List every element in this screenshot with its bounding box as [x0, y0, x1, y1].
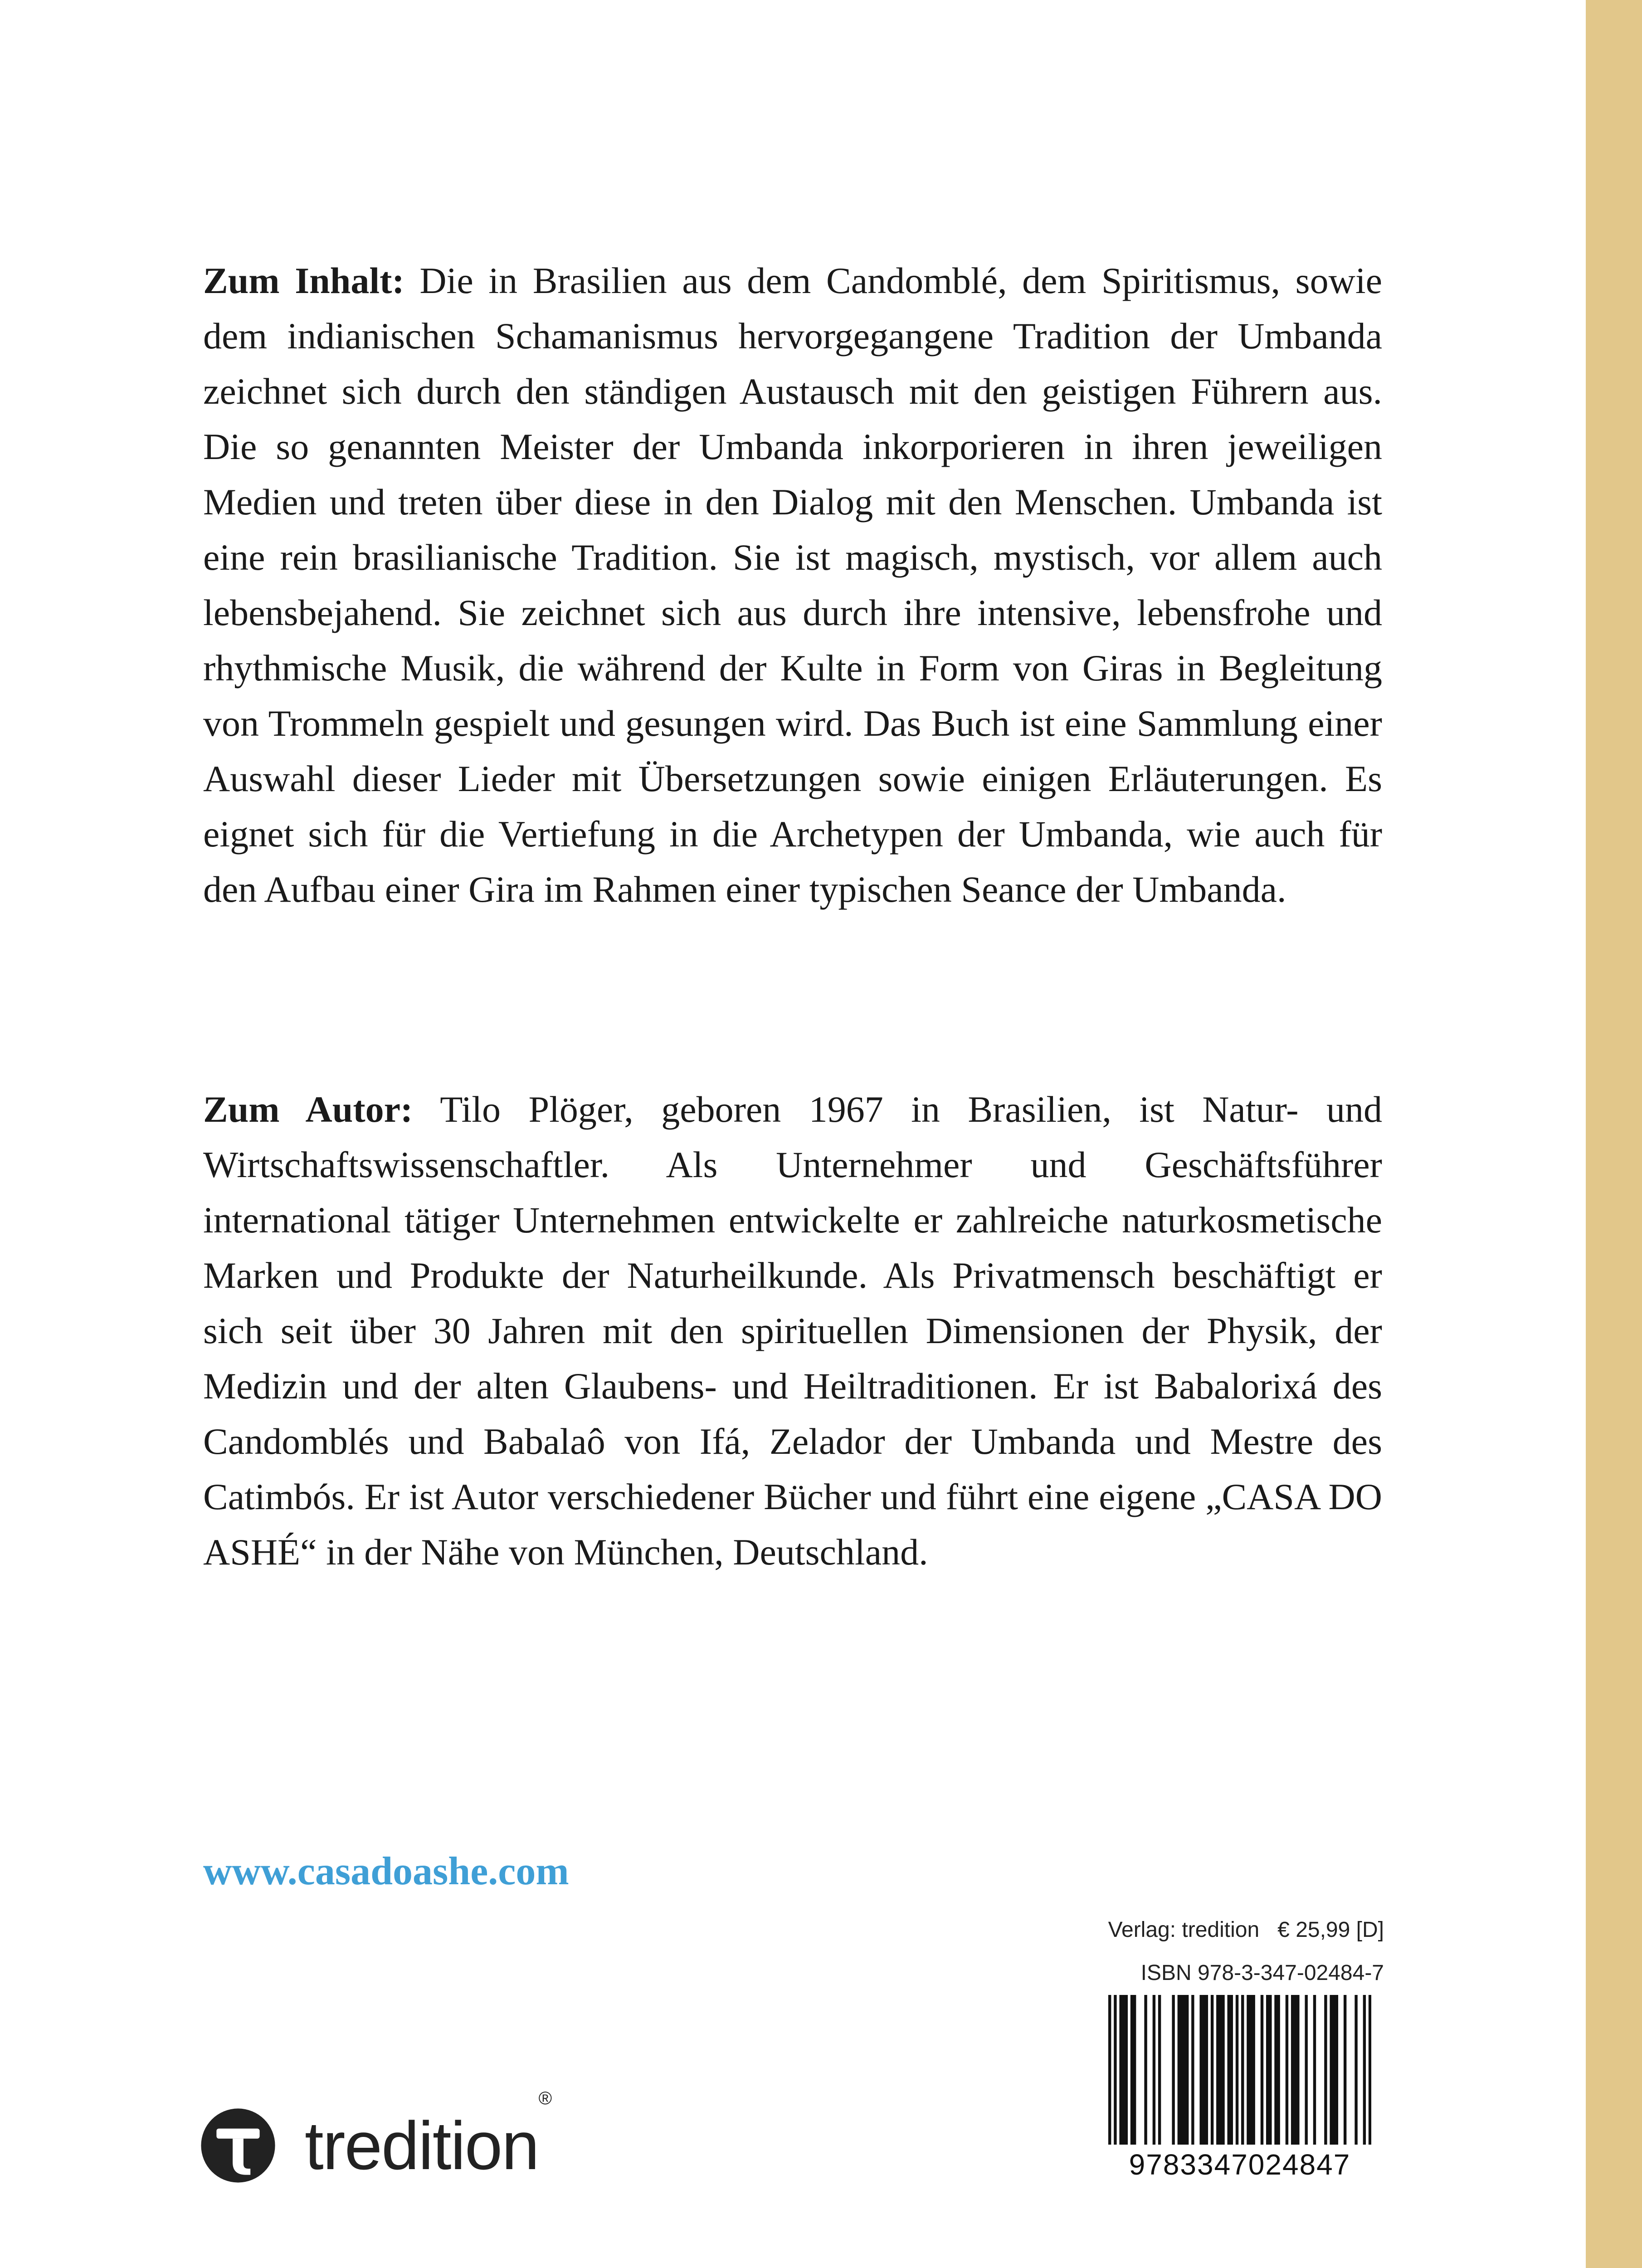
barcode-bar — [1230, 1995, 1233, 2145]
barcode-bar — [1122, 1995, 1125, 2145]
barcode-bar — [1130, 1995, 1133, 2145]
tredition-t-icon — [200, 2107, 277, 2184]
barcode-bar — [1294, 1995, 1296, 2145]
content-text: Die in Brasilien aus dem Candomblé, dem Spiritismus, sowie dem indianischen Schamanismus hervorgegangene Tradition der Umbanda zeichnet sich durch den ständigen Austausch mit den geistigen Führern aus. Die so genannten Meister der Umbanda inkorporieren in ihren jeweiligen Medien und treten über diese in den Dialog mit den Menschen. Umbanda ist eine rein brasilianische Tradition. Sie ist magisch, mystisch, vor allem auch lebensbejahend. Sie zeichnet sich aus durch ihre intensive, lebensfrohe und rhythmische Musik, die während der Kulte in Form von Giras in Begleitung von Trommeln gespielt und gesungen wird. Das Buch ist eine Sammlung einer Auswahl dieser Lieder mit Übersetzungen sowie einigen Erläuterungen. Es eignet sich für die Vertiefung in die Archetypen der Umbanda, wie auch für den Aufbau einer Gira im Rahmen einer typischen Seance der Umbanda. — [203, 260, 1382, 910]
barcode-bar — [1330, 1995, 1332, 2145]
content-heading: Zum Inhalt: — [203, 260, 404, 301]
author-text: Tilo Plöger, geboren 1967 in Brasilien, ist Natur- und Wirtschaftswissenschaftler. Als Unternehmer und Geschäftsführer international tätiger Unternehmen entwickelte er zahlreiche naturkosmetische Marken und Produkte der Naturheilkunde. Als Privatmensch beschäftigt er sich seit über 30 Jahren mit den spirituellen Dimensionen der Physik, der Medizin und der alten Glaubens- und Heiltraditionen. Er ist Babalorixá des Candomblés und Babalaô von Ifá, Zelador der Umbanda und Mestre des Catimbós. Er ist Autor verschiedener Bücher und führt eine eigene „CASA DO ASHÉ“ in der Nähe von München, Deutschland. — [203, 1089, 1382, 1573]
barcode-bar — [1108, 1995, 1111, 2145]
barcode-bar — [1186, 1995, 1189, 2145]
barcode-bar — [1277, 1995, 1280, 2145]
barcode-bar — [1241, 1995, 1244, 2145]
barcode-bar — [1125, 1995, 1128, 2145]
spine-strip — [1586, 0, 1642, 2268]
barcode-bar — [1219, 1995, 1222, 2145]
barcode-bar — [1158, 1995, 1161, 2145]
barcode-bar — [1269, 1995, 1272, 2145]
barcode-bar — [1153, 1995, 1155, 2145]
barcode-bar — [1172, 1995, 1174, 2145]
barcode-bar — [1199, 1995, 1202, 2145]
publisher-price: Verlag: tredition € 25,99 [D] — [1108, 1918, 1384, 1942]
barcode-bar — [1144, 1995, 1147, 2145]
author-paragraph — [203, 1082, 1382, 1580]
barcode-bar — [1344, 1995, 1346, 2145]
barcode-bar — [1222, 1995, 1224, 2145]
barcode-bar — [1236, 1995, 1238, 2145]
barcode-bar — [1355, 1995, 1357, 2145]
barcode-bar — [1305, 1995, 1307, 2145]
barcode-bar — [1249, 1995, 1252, 2145]
barcode-bar — [1363, 1995, 1366, 2145]
barcode-bar — [1216, 1995, 1219, 2145]
barcode-bar — [1291, 1995, 1294, 2145]
barcode-bar — [1191, 1995, 1194, 2145]
content-paragraph — [203, 253, 1382, 917]
barcode-bar — [1286, 1995, 1288, 2145]
logo-wordmark: tredition® — [305, 2088, 551, 2184]
barcode-bar — [1228, 1995, 1230, 2145]
barcode-digits: 9783347024847 — [1129, 2148, 1351, 2181]
barcode-bar — [1369, 1995, 1371, 2145]
barcode-bar — [1133, 1995, 1136, 2145]
barcode-bar — [1211, 1995, 1213, 2145]
barcode-bar — [1178, 1995, 1180, 2145]
barcode-bar — [1324, 1995, 1327, 2145]
barcode-bar — [1119, 1995, 1122, 2145]
author-heading: Zum Autor: — [203, 1089, 413, 1130]
barcode-bar — [1261, 1995, 1263, 2145]
barcode-bar — [1247, 1995, 1249, 2145]
barcode-bar — [1183, 1995, 1186, 2145]
barcode-bar — [1266, 1995, 1269, 2145]
isbn-number: ISBN 978-3-347-02484-7 — [1140, 1961, 1384, 1985]
website-link[interactable]: www.casadoashe.com — [203, 1849, 569, 1893]
barcode — [1108, 1995, 1371, 2145]
barcode-bar — [1313, 1995, 1316, 2145]
barcode-bar — [1333, 1995, 1335, 2145]
barcode-bar — [1203, 1995, 1205, 2145]
barcode-bar — [1180, 1995, 1183, 2145]
barcode-bar — [1274, 1995, 1277, 2145]
barcode-bar — [1296, 1995, 1299, 2145]
barcode-bar — [1114, 1995, 1116, 2145]
barcode-bar — [1252, 1995, 1255, 2145]
publisher-logo — [200, 2088, 551, 2186]
barcode-bar — [1205, 1995, 1208, 2145]
barcode-bar — [1335, 1995, 1338, 2145]
